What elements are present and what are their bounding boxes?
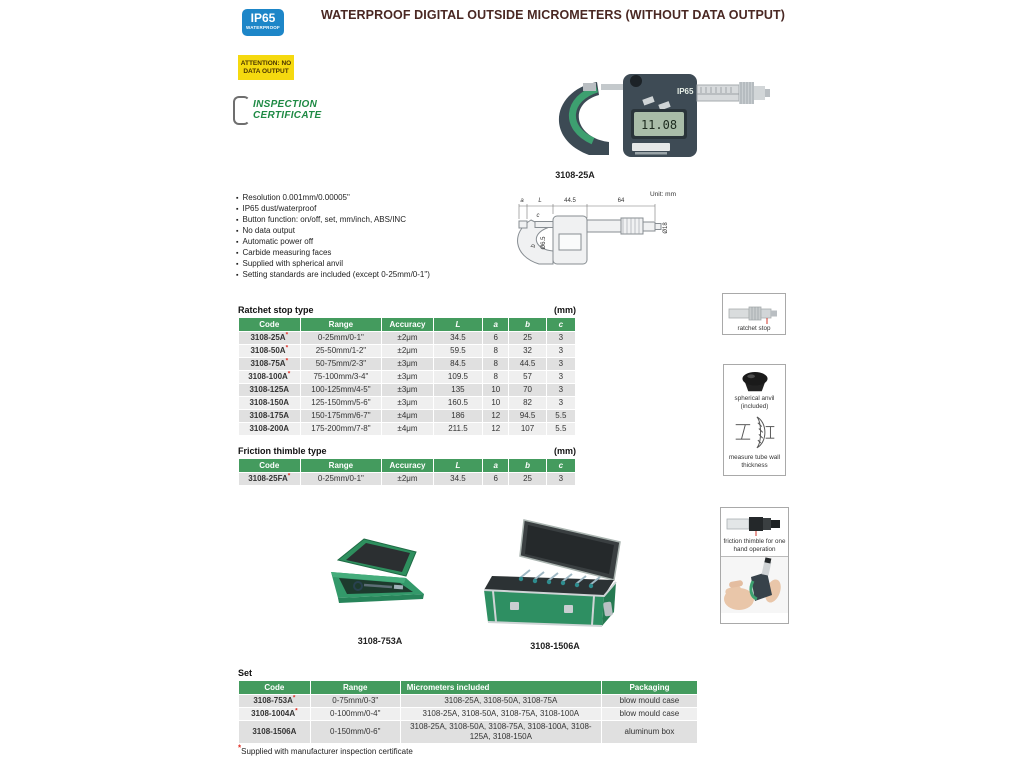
cell-b: 94.5 <box>509 410 545 422</box>
sidebar-friction-thimble-box <box>720 507 789 624</box>
table-row <box>239 423 575 435</box>
cell-accuracy: ±2μm <box>382 473 432 485</box>
feature-item: ▪ Automatic power off <box>236 237 536 248</box>
cell-c: 3 <box>547 397 575 409</box>
spherical-anvil-label: spherical anvil (included) <box>734 395 775 410</box>
product-ip65-text: IP65 <box>677 87 694 96</box>
cell-code: 3108-125A <box>239 384 300 396</box>
cell-L: 211.5 <box>434 423 482 435</box>
cell-L: 34.5 <box>434 332 482 344</box>
col-header-b: b <box>509 459 545 472</box>
friction-thimble-label: friction thimble for one hand operation <box>723 538 786 553</box>
col-header-accuracy: Accuracy <box>382 459 432 472</box>
feature-item: ▪ IP65 dust/waterproof <box>236 204 536 215</box>
cell-accuracy: ±3μm <box>382 384 432 396</box>
cell-a: 10 <box>483 384 508 396</box>
cert-asterisk: * <box>287 472 291 480</box>
cert-asterisk: * <box>285 344 289 352</box>
friction-thimble-icon <box>725 512 785 536</box>
dia-thimble-label: Ø18 <box>663 222 669 234</box>
dim-c-label: c <box>536 213 540 219</box>
cell-L: 160.5 <box>434 397 482 409</box>
cell-L: 59.5 <box>434 345 482 357</box>
cell-packaging: aluminum box <box>602 721 697 743</box>
cell-range: 0-150mm/0-6" <box>311 721 400 743</box>
table-row <box>239 397 575 409</box>
spherical-anvil-icon <box>740 371 770 392</box>
cell-range: 125-150mm/5-6" <box>301 397 382 409</box>
set-section <box>238 668 698 744</box>
col-header-packaging: Packaging <box>602 681 697 694</box>
cell-range: 75-100mm/3-4" <box>301 371 382 383</box>
col-header-range: Range <box>301 459 382 472</box>
ip65-badge-text: IP65 <box>250 11 276 25</box>
cell-code: 3108-150A <box>239 397 300 409</box>
cell-L: 135 <box>434 384 482 396</box>
tube-wall-measurement-icon <box>733 415 777 450</box>
feature-item: ▪ Resolution 0.001mm/0.00005" <box>236 193 536 204</box>
cell-b: 107 <box>509 423 545 435</box>
waterproof-badge-text: WATERPROOF <box>246 25 280 30</box>
ratchet-stop-table <box>238 317 576 436</box>
cell-range: 150-175mm/6-7" <box>301 410 382 422</box>
micrometer-illustration <box>505 58 770 166</box>
table-row <box>239 473 575 485</box>
friction-thimble-table <box>238 458 576 486</box>
case1-caption: 3108-753A <box>357 636 403 646</box>
cell-range: 0-100mm/0-4" <box>311 708 400 720</box>
cell-code: 3108-50A* <box>239 345 300 357</box>
col-header-c: c <box>547 459 575 472</box>
cert-asterisk: * <box>295 707 298 715</box>
table-row <box>239 371 575 383</box>
cell-L: 34.5 <box>434 473 482 485</box>
friction-table-title: Friction thimble type <box>238 446 327 456</box>
blow-mould-case-illustration <box>326 536 426 621</box>
cell-accuracy: ±3μm <box>382 397 432 409</box>
feature-item: ▪ Button function: on/off, set, mm/inch, ABS/INC <box>236 215 536 226</box>
tube-wall-label: measure tube wall thickness <box>728 454 781 469</box>
cell-code: 3108-25A* <box>239 332 300 344</box>
cell-c: 3 <box>547 345 575 357</box>
dia-spindle-label: Ø6.5 <box>541 236 547 250</box>
dim-b-label: b <box>531 244 537 248</box>
cell-b: 70 <box>509 384 545 396</box>
one-hand-operation-photo <box>721 557 788 613</box>
dim-44-5-label: 44.5 <box>564 198 576 204</box>
col-header-a: a <box>483 459 508 472</box>
certificate-line2: CERTIFICATE <box>253 109 322 121</box>
cell-included: 3108-25A, 3108-50A, 3108-75A, 3108-100A <box>401 708 601 720</box>
attention-line1: ATTENTION: NO <box>240 59 292 67</box>
micrometer-photo <box>505 58 770 166</box>
cell-L: 84.5 <box>434 358 482 370</box>
sidebar-ratchet-stop-box <box>722 293 786 335</box>
cell-range: 25-50mm/1-2" <box>301 345 382 357</box>
dim-a-label: a <box>520 198 524 204</box>
table-row <box>239 695 697 707</box>
ratchet-stop-label: ratchet stop <box>737 324 771 332</box>
set-table-title: Set <box>238 668 253 678</box>
feature-list <box>236 193 536 281</box>
cell-packaging: blow mould case <box>602 695 697 707</box>
table-row <box>239 708 697 720</box>
aluminum-box-illustration <box>468 518 638 630</box>
cell-c: 3 <box>547 384 575 396</box>
col-header-included: Micrometers included <box>401 681 601 694</box>
cell-c: 3 <box>547 371 575 383</box>
dimension-drawing-svg <box>495 188 685 276</box>
cell-code: 3108-1506A <box>239 721 310 743</box>
cell-a: 6 <box>483 473 508 485</box>
ratchet-stop-icon <box>727 303 781 325</box>
table-header-row <box>239 681 697 694</box>
feature-item: ▪ No data output <box>236 226 536 237</box>
cell-b: 44.5 <box>509 358 545 370</box>
cell-c: 5.5 <box>547 410 575 422</box>
table-row <box>239 384 575 396</box>
col-header-code: Code <box>239 459 300 472</box>
certificate-line1: INSPECTION <box>253 99 318 110</box>
feature-item: ▪ Supplied with spherical anvil <box>236 259 536 270</box>
col-header-range: Range <box>301 318 382 331</box>
table-header-row <box>239 459 575 472</box>
cell-c: 3 <box>547 473 575 485</box>
cell-accuracy: ±4μm <box>382 410 432 422</box>
cell-range: 0-75mm/0-3" <box>311 695 400 707</box>
cell-c: 3 <box>547 358 575 370</box>
cell-a: 12 <box>483 410 508 422</box>
col-header-L: L <box>434 459 482 472</box>
footnote-asterisk: * <box>238 743 242 753</box>
col-header-accuracy: Accuracy <box>382 318 432 331</box>
cell-code: 3108-753A* <box>239 695 310 707</box>
ratchet-table-unit: (mm) <box>554 305 576 315</box>
dim-64-label: 64 <box>617 198 625 204</box>
table-header-row <box>239 318 575 331</box>
cell-b: 57 <box>509 371 545 383</box>
table-row <box>239 345 575 357</box>
lcd-display-value: 11.08 <box>640 118 678 132</box>
inspection-certificate-logo <box>233 96 322 125</box>
cell-range: 0-25mm/0-1" <box>301 332 382 344</box>
page-title: WATERPROOF DIGITAL OUTSIDE MICROMETERS (WITHOUT DATA OUTPUT) <box>320 8 786 22</box>
cell-accuracy: ±2μm <box>382 345 432 357</box>
cell-range: 175-200mm/7-8" <box>301 423 382 435</box>
cert-asterisk: * <box>292 694 296 702</box>
cell-code: 3108-75A* <box>239 358 300 370</box>
cell-packaging: blow mould case <box>602 708 697 720</box>
col-header-a: a <box>483 318 508 331</box>
ratchet-table-title: Ratchet stop type <box>238 305 314 315</box>
table-row <box>239 358 575 370</box>
cell-b: 32 <box>509 345 545 357</box>
cell-range: 0-25mm/0-1" <box>301 473 382 485</box>
feature-item: ▪ Carbide measuring faces <box>236 248 536 259</box>
cell-a: 6 <box>483 332 508 344</box>
cell-a: 8 <box>483 358 508 370</box>
cell-a: 12 <box>483 423 508 435</box>
blow-mould-case-photo <box>326 536 426 621</box>
dimension-drawing <box>495 188 685 276</box>
cell-b: 25 <box>509 473 545 485</box>
certificate-outline-icon <box>233 96 250 125</box>
col-header-range: Range <box>311 681 400 694</box>
cell-accuracy: ±3μm <box>382 371 432 383</box>
cell-code: 3108-25FA* <box>239 473 300 485</box>
cell-code: 3108-200A <box>239 423 300 435</box>
footnote-text: Supplied with manufacturer inspection certificate <box>241 747 413 756</box>
product-model-caption: 3108-25A <box>555 170 595 180</box>
col-header-code: Code <box>239 318 300 331</box>
table-row <box>239 721 697 743</box>
cell-range: 50-75mm/2-3" <box>301 358 382 370</box>
set-table <box>238 680 698 744</box>
col-header-c: c <box>547 318 575 331</box>
ip65-waterproof-badge <box>242 9 284 36</box>
cert-asterisk: * <box>285 357 289 365</box>
cell-c: 3 <box>547 332 575 344</box>
attention-line2: DATA OUTPUT <box>243 67 289 75</box>
table-row <box>239 410 575 422</box>
cell-included: 3108-25A, 3108-50A, 3108-75A, 3108-100A, 3108-125A, 3108-150A <box>401 721 601 743</box>
cell-L: 186 <box>434 410 482 422</box>
col-header-code: Code <box>239 681 310 694</box>
unit-label: Unit: mm <box>650 191 676 198</box>
friction-table-unit: (mm) <box>554 446 576 456</box>
cell-a: 8 <box>483 371 508 383</box>
cell-accuracy: ±2μm <box>382 332 432 344</box>
attention-no-data-output-badge <box>238 55 294 80</box>
cell-c: 5.5 <box>547 423 575 435</box>
cell-accuracy: ±3μm <box>382 358 432 370</box>
feature-item: ▪ Setting standards are included (except 0-25mm/0-1") <box>236 270 536 281</box>
cert-asterisk: * <box>285 331 289 339</box>
cell-code: 3108-175A <box>239 410 300 422</box>
footnote <box>238 743 413 756</box>
cell-a: 8 <box>483 345 508 357</box>
cell-b: 25 <box>509 332 545 344</box>
cell-a: 10 <box>483 397 508 409</box>
sidebar-spherical-anvil-box <box>723 364 786 476</box>
cell-range: 100-125mm/4-5" <box>301 384 382 396</box>
cell-L: 109.5 <box>434 371 482 383</box>
friction-thimble-section <box>238 446 576 486</box>
aluminum-box-photo <box>468 518 638 630</box>
cert-asterisk: * <box>287 370 291 378</box>
col-header-L: L <box>434 318 482 331</box>
table-row <box>239 332 575 344</box>
cell-code: 3108-1004A* <box>239 708 310 720</box>
cell-accuracy: ±4μm <box>382 423 432 435</box>
cell-included: 3108-25A, 3108-50A, 3108-75A <box>401 695 601 707</box>
cell-code: 3108-100A* <box>239 371 300 383</box>
cell-b: 82 <box>509 397 545 409</box>
dim-L-label: L <box>538 198 542 204</box>
case2-caption: 3108-1506A <box>530 641 580 651</box>
col-header-b: b <box>509 318 545 331</box>
ratchet-stop-section <box>238 305 576 436</box>
